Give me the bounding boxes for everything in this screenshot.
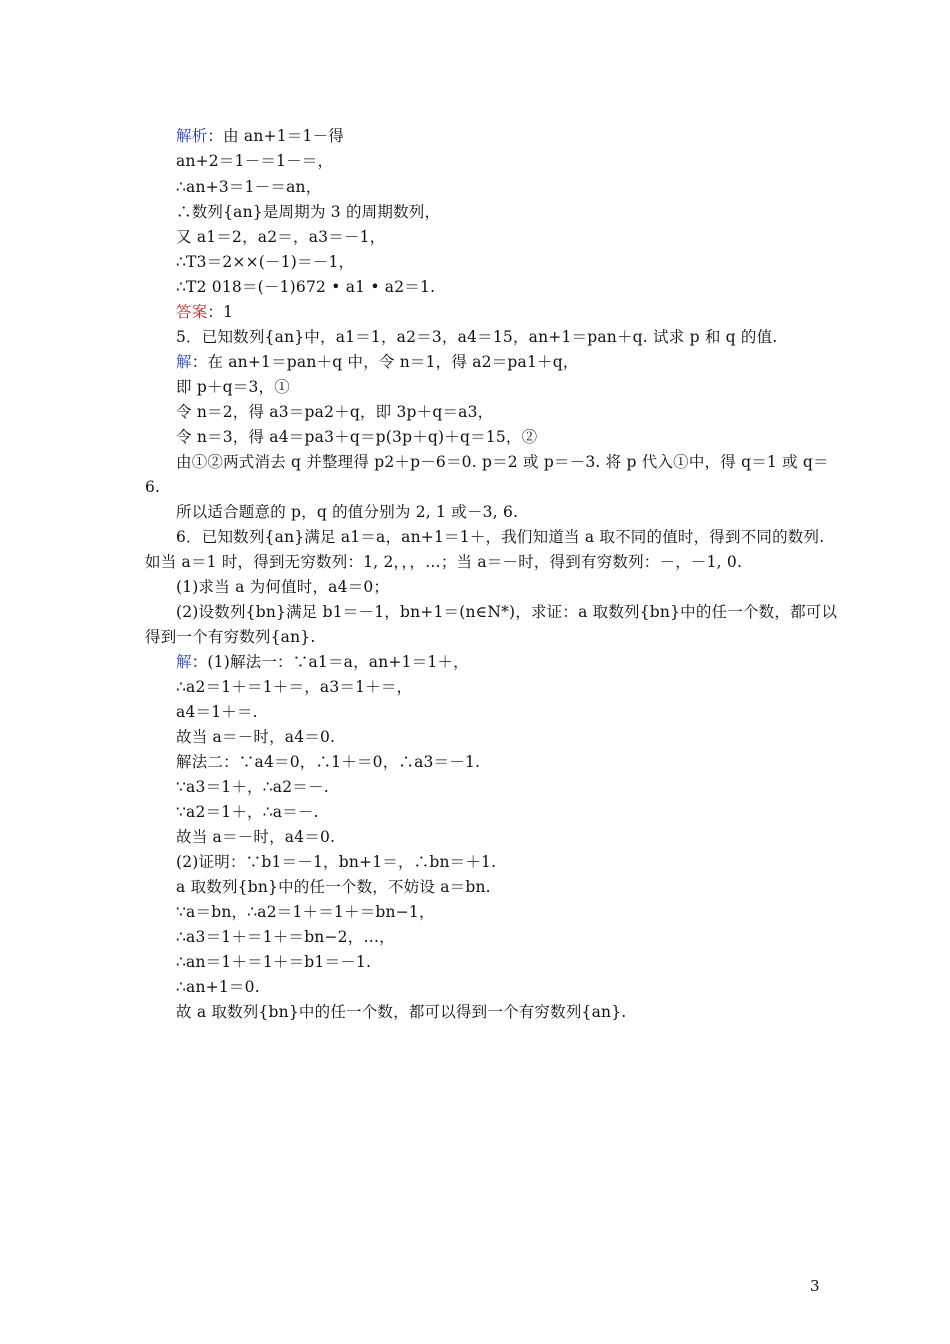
text-line: ∴a3＝1＋＝1＋＝bn−2，…， [176,928,395,946]
text-line: 如当 a＝1 时，得到无穷数列：1, 2，，，…；当 a＝－时，得到有穷数列：－，－1, 0. [145,553,743,571]
text-line [176,352,579,372]
text-line: 令 n＝3，得 a4＝pa3＋q＝p(3p＋q)＋q＝15，② [176,428,538,446]
text-line: ∴T3＝2××(－1)＝－1， [176,253,355,271]
analysis-label: 解析 [176,127,208,145]
text-line: 得到一个有穷数列{an}. [145,628,316,646]
question-6: 6．已知数列{an}满足 a1＝a，an+1＝1＋，我们知道当 a 取不同的值时，得到不同的数列. [176,528,825,546]
text-line: a4＝1＋＝. [176,703,258,721]
line-text: ：由 an+1＝1－得 [207,127,344,145]
text-line: (2)设数列{bn}满足 b1＝－1，bn+1＝(n∈N*)，求证：a 取数列{bn}中的任一个数，都可以 [176,603,838,621]
text-line: ∴T2 018＝(－1)672 • a1 • a2＝1. [176,278,436,296]
text-line: ∵a3＝1＋，∴a2＝－. [176,778,329,796]
text-line: ∴an+1＝0. [176,978,260,996]
text-line: a 取数列{bn}中的任一个数，不妨设 a＝bn. [176,878,491,896]
line-text: ：1 [207,303,234,321]
text-line: ∴an＝1＋＝1＋＝b1＝－1. [176,953,372,971]
text-line [176,652,469,672]
text-line: 6. [145,478,161,496]
text-line: an+2＝1－＝1－＝， [176,152,334,170]
line-text: ：(1)解法一：∵a1＝a，an+1＝1＋， [191,653,469,671]
text-line: ∴数列{an}是周期为 3 的周期数列， [176,203,441,221]
text-line: ∴an+3＝1－＝an， [176,178,322,196]
solution-label: 解 [176,353,192,371]
text-line: 令 n＝2，得 a3＝pa2＋q，即 3p＋q＝a3， [176,403,494,421]
text-line: ∴a2＝1＋＝1＋＝，a3＝1＋＝， [176,678,413,696]
text-line: 解法二：∵a4＝0，∴1＋＝0，∴a3＝－1. [176,753,481,771]
text-line: 即 p＋q＝3，① [176,378,290,396]
text-line: 故 a 取数列{bn}中的任一个数，都可以得到一个有穷数列{an}. [176,1003,627,1021]
question-5: 5．已知数列{an}中，a1＝1，a2＝3，a4＝15，an+1＝pan＋q. 试求 p 和 q 的值. [176,328,778,346]
text-line: (2)证明：∵b1＝－1，bn+1＝，∴bn＝＋1. [176,853,497,871]
text-line: ∵a2＝1＋，∴a＝－. [176,803,319,821]
text-line: 故当 a＝－时，a4＝0. [176,828,336,846]
text-line: 由①②两式消去 q 并整理得 p2＋p－6＝0. p＝2 或 p＝－3. 将 p 代入①中，得 q＝1 或 q＝ [176,453,829,471]
text-line: 又 a1＝2，a2＝，a3＝－1， [176,228,386,246]
solution-label: 解 [176,653,192,671]
line-text: ：在 an+1＝pan＋q 中，令 n＝1，得 a2＝pa1＋q， [191,353,579,371]
text-line: (1)求当 a 为何值时，a4＝0； [176,578,390,596]
text-line [176,126,344,146]
page-number: 3 [810,1277,820,1295]
text-line: 故当 a＝－时，a4＝0. [176,728,336,746]
text-line: 所以适合题意的 p，q 的值分别为 2, 1 或－3, 6. [176,503,519,521]
text-line [176,302,233,322]
answer-label: 答案 [176,303,208,321]
text-line: ∵a＝bn，∴a2＝1＋＝1＋＝bn−1， [176,903,435,921]
